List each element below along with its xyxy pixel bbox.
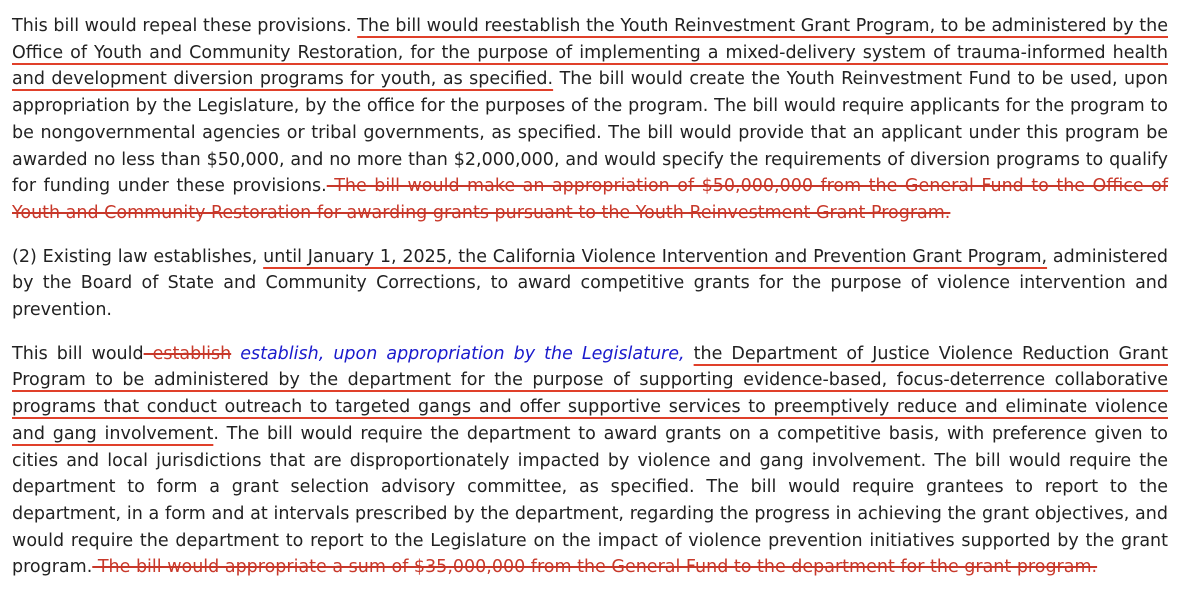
paragraph-violence-reduction-grant xyxy=(12,341,1168,581)
text-run: administered by the Board of State and Community Corrections, to award competitive grants for the purpose of violence intervention and prevention. xyxy=(12,246,1168,321)
highlighted-text: the Department of Justice Violence Reduction Grant Program to be administered by the department for the purpose of supporting evidence-based, focus-deterrence collaborative programs that conduct outreach to targeted gangs and offer supportive services to preemptively reduce and eliminate violence and gang involvement xyxy=(12,343,1168,444)
deleted-text: establish xyxy=(143,343,232,364)
text-run: The bill would create the Youth Reinvestment Fund to be used, upon appropriation by the Legislature, by the office for the purposes of the program. The bill would require applicants for the program to be nongovernmental agencies or tribal governments, as specified. The bill would provide that an applicant under this program be awarded no less than $50,000, and no more than $2,000,000, and would specify the requirements of diversion programs to qualify for funding under these provisions. xyxy=(12,69,1168,197)
text-run: This bill would repeal these provisions. xyxy=(12,16,358,36)
inserted-text: establish, upon appropriation by the Legislature, xyxy=(231,343,685,364)
paragraph-spacer xyxy=(12,324,1168,341)
text-run: This bill would xyxy=(12,343,144,364)
text-run: (2) Existing law establishes, xyxy=(12,246,264,267)
text-run xyxy=(685,344,694,364)
paragraph-existing-law xyxy=(12,244,1168,324)
text-run: . The bill would require the department to award grants on a competitive basis, with preference given to cities and local jurisdictions that are disproportionately impacted by violence and gang involvement. The bill would require the department to form a grant selection advisory committee, as specified. The bill would require grantees to report to the department, in a form and at intervals prescribed by the department, regarding the progress in achieving the grant objectives, and would require the department to report to the Legislature on the impact of violence prevention initiatives supported by the grant program. xyxy=(12,423,1168,578)
paragraph-spacer xyxy=(12,227,1168,244)
bill-digest-document xyxy=(12,13,1168,581)
deleted-text: The bill would appropriate a sum of $35,000,000 from the General Fund to the department for the grant program. xyxy=(92,557,1098,578)
paragraph-repeal-youth-reinvestment xyxy=(12,13,1168,227)
highlighted-text: The bill would reestablish the Youth Reinvestment Grant Program, to be administered by the Office of Youth and Community Restoration, for the purpose of implementing a mixed-delivery system of trauma-informed health and development diversion programs for youth, as specified. xyxy=(12,16,1168,90)
highlighted-text: until January 1, 2025, the California Violence Intervention and Prevention Grant Program, xyxy=(263,246,1048,267)
deleted-text: The bill would make an appropriation of $50,000,000 from the General Fund to the Office of Youth and Community Restoration for awarding grants pursuant to the Youth Reinvestment Grant Program. xyxy=(12,176,1168,223)
